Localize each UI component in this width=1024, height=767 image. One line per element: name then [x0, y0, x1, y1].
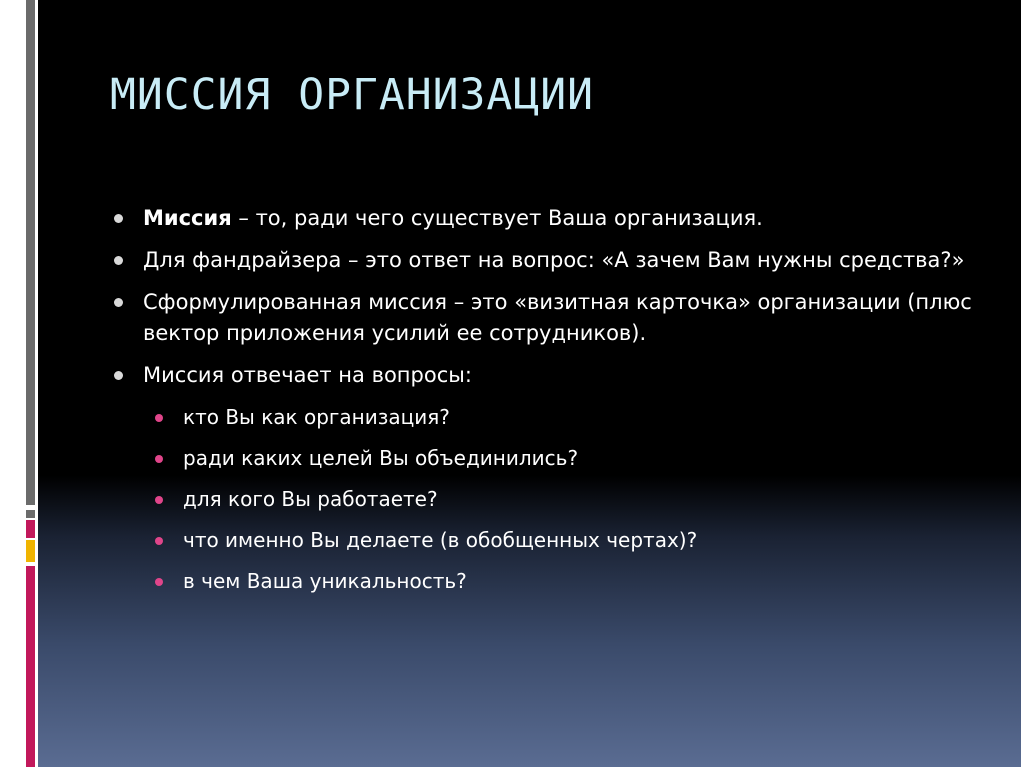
slide-title: МИССИЯ ОРГАНИЗАЦИИ [110, 70, 594, 120]
slide-content [110, 203, 990, 607]
bullet-text: Миссия отвечает на вопросы: [143, 363, 472, 387]
sub-bullet-dot-icon [155, 537, 163, 545]
sub-bullet-dot-icon [155, 455, 163, 463]
bullet-text: Сформулированная миссия – это «визитная карточка» организации (плюс вектор приложения усилий ее сотрудников). [143, 290, 972, 345]
sub-bullet-text: кто Вы как организация? [183, 405, 450, 429]
decor-bar-gray-small [26, 510, 35, 518]
bullet-item-questions [110, 360, 990, 391]
decor-bar-yellow [26, 540, 35, 562]
sub-bullet-text: в чем Ваша уникальность? [183, 569, 467, 593]
bullet-item-fundraiser [110, 245, 990, 276]
bullet-bold-term: Миссия [143, 206, 232, 230]
decor-bar-magenta [26, 520, 35, 538]
sub-bullet-text: для кого Вы работаете? [183, 487, 438, 511]
sub-bullet-item [110, 484, 990, 515]
sub-bullet-text: ради каких целей Вы объединились? [183, 446, 579, 470]
sub-bullet-item [110, 525, 990, 556]
sub-bullet-item [110, 566, 990, 597]
sub-bullet-item [110, 443, 990, 474]
decor-bar-magenta-long [26, 566, 35, 767]
bullet-text: Для фандрайзера – это ответ на вопрос: «А зачем Вам нужны средства?» [143, 248, 965, 272]
left-decor-strip [0, 0, 38, 767]
decor-bar-gray [26, 0, 35, 505]
bullet-text: – то, ради чего существует Ваша организация. [231, 206, 763, 230]
bullet-item-business-card [110, 287, 990, 349]
sub-bullet-text: что именно Вы делаете (в обобщенных чертах)? [183, 528, 698, 552]
sub-bullet-dot-icon [155, 496, 163, 504]
bullet-item-mission [110, 203, 990, 234]
sub-bullet-dot-icon [155, 414, 163, 422]
bullet-dot-icon [114, 214, 123, 223]
bullet-dot-icon [114, 256, 123, 265]
bullet-dot-icon [114, 298, 123, 307]
sub-bullet-dot-icon [155, 578, 163, 586]
bullet-dot-icon [114, 371, 123, 380]
sub-bullet-item [110, 402, 990, 433]
